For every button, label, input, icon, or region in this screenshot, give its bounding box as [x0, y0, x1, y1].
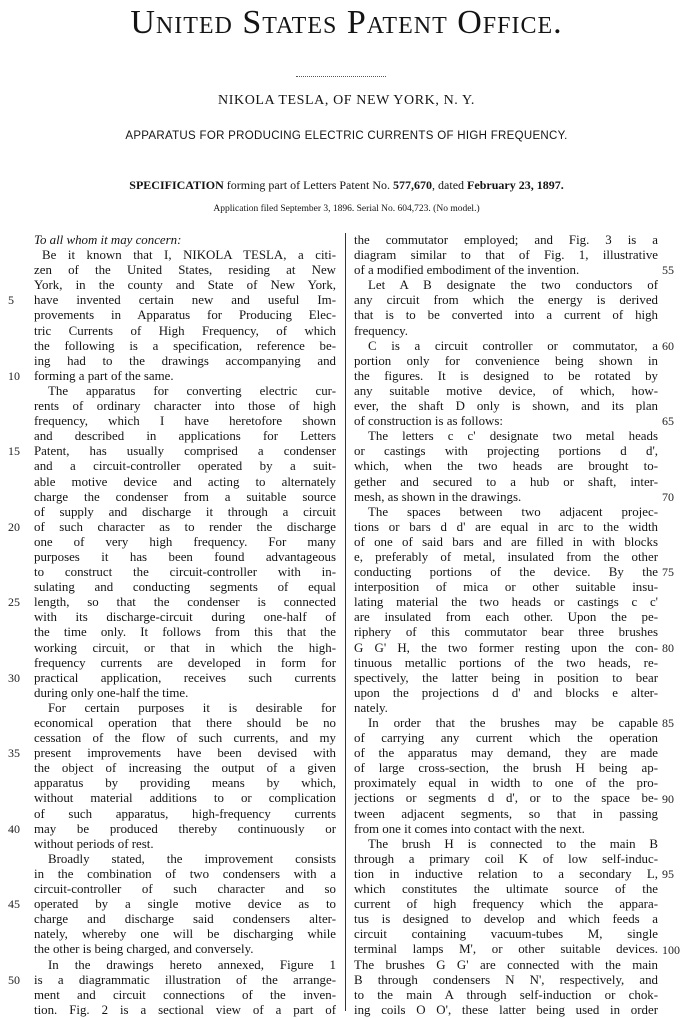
- text-line: through a primary coil K of low self-induc-: [354, 851, 658, 866]
- text-line: frequency currents are developed in form for: [34, 655, 336, 670]
- text-line: and a circuit-controller operated by a suit-: [34, 459, 336, 474]
- text-line: tween adjacent segments, so that in passing: [354, 806, 658, 821]
- line-number: 90: [662, 791, 674, 806]
- text-line: frequency.: [354, 323, 408, 338]
- line-number: 40: [8, 821, 20, 836]
- text-line: ever, the shaft D only is shown, and its plan: [354, 399, 658, 414]
- text-line: In the drawings hereto annexed, Figure 1: [48, 957, 336, 972]
- line-number: 85: [662, 716, 674, 731]
- text-line: during only one-half the time.: [34, 685, 189, 700]
- text-line: is a diagrammatic illustration of the arrange-: [34, 972, 336, 987]
- line-number: 75: [662, 565, 674, 580]
- text-line: The letters c c' designate two metal heads: [368, 429, 658, 444]
- text-line: without material additions to or complication: [34, 791, 336, 806]
- text-line: of supply and discharge it through a circuit: [34, 504, 336, 519]
- text-line: apparatus by providing means by which,: [34, 776, 336, 791]
- text-line: in the combination of two condensers with a: [34, 866, 336, 881]
- text-line: may be produced thereby continuously or: [34, 821, 336, 836]
- line-number: 55: [662, 263, 674, 278]
- text-line: circuit-controller of such character and so: [34, 882, 336, 897]
- text-line: jections or segments d d', or to the space be-: [354, 791, 658, 806]
- text-line: terminal lamps M', or other suitable devices.: [354, 942, 658, 957]
- spec-lead: SPECIFICATION: [129, 178, 224, 192]
- text-line: the figures. It is designed to be rotated by: [354, 368, 658, 383]
- text-line: tus is designed to develop and which feeds a: [354, 912, 658, 927]
- line-number: 70: [662, 489, 674, 504]
- line-number: 35: [8, 746, 20, 761]
- text-line: of the apparatus may demand, they are made: [354, 746, 658, 761]
- decorative-rule: [296, 76, 386, 77]
- text-line: tion in inductive relation to a secondary L,: [354, 866, 658, 881]
- text-line: mesh, as shown in the drawings.: [354, 489, 522, 504]
- text-line: tions or bars d d' are equal in arc to the width: [354, 519, 658, 534]
- text-line: tion. Fig. 2 is a sectional view of a part of: [34, 1002, 336, 1017]
- text-line: rents of ordinary character into those of high: [34, 399, 336, 414]
- line-number: 20: [8, 519, 20, 534]
- application-line: Application filed September 3, 1896. Serial No. 604,723. (No model.): [213, 204, 480, 214]
- right-text-column: [354, 233, 658, 1018]
- text-line: York, in the county and State of New York,: [34, 278, 336, 293]
- text-line: ing had to the drawings accompanying and: [34, 353, 336, 368]
- text-line: of such apparatus, high-frequency currents: [34, 806, 336, 821]
- text-line: of carrying any current which the operation: [354, 731, 658, 746]
- text-line: portion only for convenience being shown in: [354, 353, 658, 368]
- text-line: that is to be converted into a current of high: [354, 308, 658, 323]
- left-text-column: [34, 233, 336, 1018]
- line-number: 100: [662, 942, 680, 957]
- line-number: 95: [662, 867, 674, 882]
- text-line: upon the projections d d' and blocks e alter-: [354, 685, 658, 700]
- patent-number: 577,670: [393, 178, 433, 192]
- text-line: any suitable motive device, of which, how-: [354, 383, 658, 398]
- text-line: charge the condenser from a suitable source: [34, 489, 336, 504]
- text-line: the time only. It follows from this that the: [34, 625, 336, 640]
- text-line: or castings with projecting portions d d',: [354, 444, 658, 459]
- text-line: charge and discharge said condensers alter-: [34, 912, 336, 927]
- text-line: ing coils O O', these latter being used in order: [354, 1002, 658, 1017]
- text-line: practical application, receives such currents: [34, 670, 336, 685]
- text-line: forming a part of the same.: [34, 368, 174, 383]
- line-number: 30: [8, 670, 20, 685]
- text-line: spectively, the latter being in position to bear: [354, 670, 658, 685]
- patent-date: February 23, 1897.: [467, 178, 564, 192]
- text-line: conducting portions of the device. By the: [354, 565, 658, 580]
- text-line: have invented certain new and useful Im-: [34, 293, 336, 308]
- line-number: 80: [662, 640, 674, 655]
- line-number: 65: [662, 414, 674, 429]
- text-line: and described in applications for Letters: [34, 429, 336, 444]
- text-line: The brushes G G' are connected with the main: [354, 957, 658, 972]
- text-line: C is a circuit controller or commutator, a: [368, 338, 658, 353]
- invention-title: APPARATUS FOR PRODUCING ELECTRIC CURRENTS OF HIGH FREQUENCY.: [125, 130, 568, 142]
- text-line: proximately equal in width to one of the pro-: [354, 776, 658, 791]
- text-line: any circuit from which the energy is derived: [354, 293, 658, 308]
- text-line: tric Currents of High Frequency, of which: [34, 323, 336, 338]
- text-line: purposes it has been found advantageous: [34, 549, 336, 564]
- text-line: The apparatus for converting electric cur-: [48, 383, 336, 398]
- line-number: 25: [8, 595, 20, 610]
- text-line: cessation of the flow of such currents, and my: [34, 731, 336, 746]
- text-line: G G' H, the two former resting upon the con-: [354, 640, 658, 655]
- text-line: operated by a single motive device as to: [34, 897, 336, 912]
- specification-line: [0, 178, 693, 193]
- text-line: Let A B designate the two conductors of: [368, 278, 658, 293]
- text-line: which, when the two heads are brought to-: [354, 459, 658, 474]
- text-line: riphery of this commutator bear three brushes: [354, 625, 658, 640]
- text-line: current of high frequency which the appara-: [354, 897, 658, 912]
- line-number: 10: [8, 368, 20, 383]
- text-line: without periods of rest.: [34, 836, 154, 851]
- text-line: the commutator employed; and Fig. 3 is a: [354, 233, 658, 247]
- text-line: to the main A through self-induction or chok-: [354, 987, 658, 1002]
- text-line: the other is being charged, and conversely.: [34, 942, 254, 957]
- text-line: of one of said bars and are filled in with blocks: [354, 534, 658, 549]
- office-title: United States Patent Office.: [130, 4, 563, 41]
- text-line: the following is a specification, reference be-: [34, 338, 336, 353]
- text-line: The spaces between two adjacent projec-: [368, 504, 658, 519]
- text-line: of construction is as follows:: [354, 414, 503, 429]
- text-line: To all whom it may concern:: [34, 233, 182, 247]
- text-line: present improvements have been devised with: [34, 746, 336, 761]
- text-line: The brush H is connected to the main B: [368, 836, 658, 851]
- text-line: tinuous metallic portions of the two heads, re-: [354, 655, 658, 670]
- text-line: able motive device and acting to alternately: [34, 474, 336, 489]
- text-line: length, so that the condenser is connected: [34, 595, 336, 610]
- text-line: gether and secured to a hub or shaft, inter-: [354, 474, 658, 489]
- text-line: from one it comes into contact with the next.: [354, 821, 585, 836]
- inventor-line: NIKOLA TESLA, OF NEW YORK, N. Y.: [218, 93, 475, 108]
- text-line: For certain purposes it is desirable for: [48, 700, 336, 715]
- text-line: with its discharge-circuit during one-half of: [34, 610, 336, 625]
- spec-dated: , dated: [432, 178, 468, 192]
- text-line: frequency, which I have heretofore shown: [34, 414, 336, 429]
- line-number: 5: [8, 293, 14, 308]
- text-line: e, preferably of metal, insulated from the other: [354, 549, 658, 564]
- text-line: In order that the brushes may be capable: [368, 716, 658, 730]
- text-line: one of very high frequency. For many: [34, 534, 336, 549]
- text-line: ment and circuit connections of the inven-: [34, 987, 336, 1002]
- column-divider: [345, 233, 346, 1011]
- text-line: economical operation that there should be no: [34, 716, 336, 730]
- text-line: of such character as to render the discharge: [34, 519, 336, 534]
- line-number: 50: [8, 972, 20, 987]
- text-line: Broadly stated, the improvement consists: [48, 851, 336, 866]
- text-line: nately, whereby one will be discharging while: [34, 927, 336, 942]
- text-line: working circuit, or that in which the high-: [34, 640, 336, 655]
- text-line: nately.: [354, 700, 388, 715]
- text-line: B through condensers N N', respectively, and: [354, 972, 658, 987]
- text-line: Patent, has usually comprised a condenser: [34, 444, 336, 459]
- text-line: provements in Apparatus for Producing Elec-: [34, 308, 336, 323]
- text-line: to construct the circuit-controller with in-: [34, 565, 336, 580]
- text-line: Be it known that I, NIKOLA TESLA, a citi-: [42, 248, 336, 263]
- text-line: which constitutes the ultimate source of the: [354, 882, 658, 897]
- line-number: 15: [8, 444, 20, 459]
- text-line: diagram similar to that of Fig. 1, illustrative: [354, 248, 658, 263]
- line-number: 60: [662, 338, 674, 353]
- text-line: of large cross-section, the brush H being ap-: [354, 761, 658, 776]
- text-line: interposition of mica or other suitable insu-: [354, 580, 658, 595]
- text-line: the object of increasing the output of a given: [34, 761, 336, 776]
- spec-middle: forming part of Letters Patent No.: [223, 178, 394, 192]
- text-line: sulating and conducting segments of equal: [34, 580, 336, 595]
- text-line: lating material the two heads or castings c c': [354, 595, 658, 610]
- text-line: of a modified embodiment of the invention.: [354, 263, 580, 278]
- line-number: 45: [8, 897, 20, 912]
- text-line: circuit containing vacuum-tubes M, single: [354, 927, 658, 942]
- text-line: are insulated from each other. Upon the pe-: [354, 610, 658, 625]
- text-line: zen of the United States, residing at New: [34, 263, 336, 278]
